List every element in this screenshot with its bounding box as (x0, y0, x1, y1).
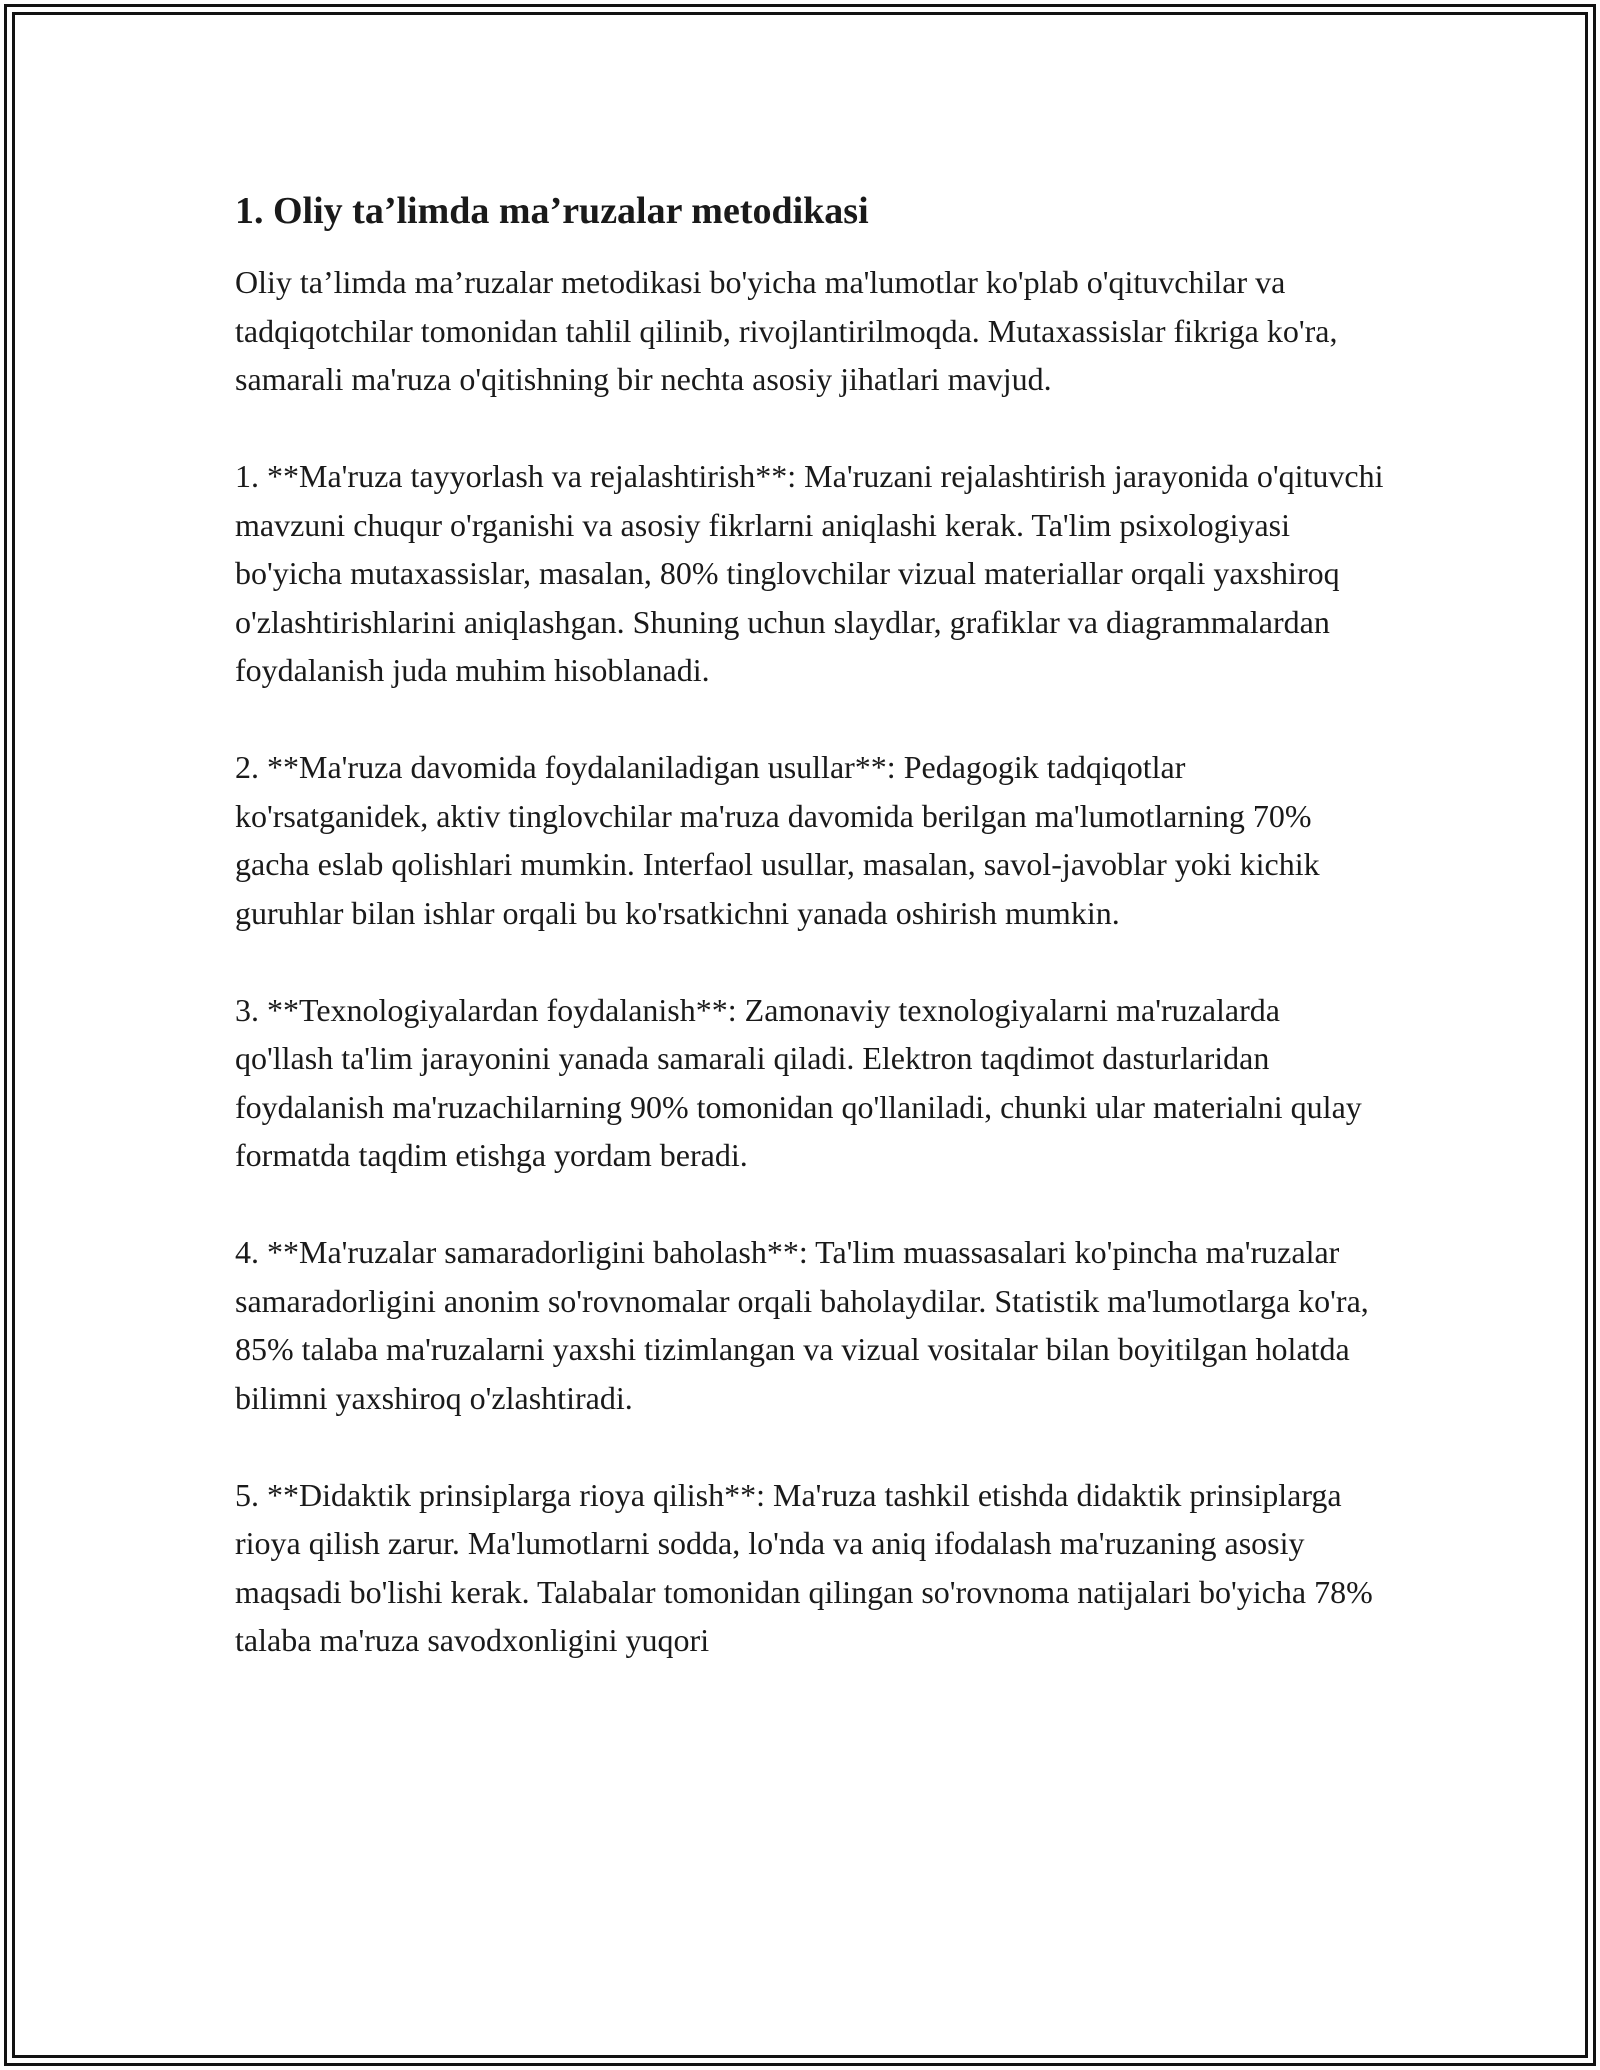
paragraph-item-5: 5. **Didaktik prinsiplarga rioya qilish**: Ma'ruza tashkil etishda didaktik prinsiplarga rioya qilish zarur. Ma'lumotlarni sodda, lo'nda va aniq ifodalash ma'ruzaning asosiy maqsadi bo'lishi kerak. Talabalar tomonidan qilingan so'rovnoma natijalari bo'yicha 78% talaba ma'ruza savodxonligini yuqori (235, 1476, 1373, 1658)
paragraph-item-2: 2. **Ma'ruza davomida foydalaniladigan usullar**: Pedagogik tadqiqotlar ko'rsatganidek, aktiv tinglovchilar ma'ruza davomida berilgan ma'lumotlarning 70% gacha eslab qolishlari mumkin. Interfaol usullar, masalan, savol-javoblar yoki kichik guruhlar bilan ishlar orqali bu ko'rsatkichni yanada oshirish mumkin. (235, 749, 1320, 931)
paragraph-item-1: 1. **Ma'ruza tayyorlash va rejalashtirish**: Ma'ruzani rejalashtirish jarayonida o'qituvchi mavzuni chuqur o'rganishi va asosiy fikrlarni aniqlashi kerak. Ta'lim psixologiyasi bo'yicha mutaxassislar, masalan, 80% tinglovchilar vizual materiallar orqali yaxshiroq o'zlashtirishlarini aniqlashgan. Shuning uchun slaydlar, grafiklar va diagrammalardan foydalanish juda muhim hisoblanadi. (235, 458, 1384, 688)
paragraph-intro: Oliy ta’limda ma’ruzalar metodikasi bo'yicha ma'lumotlar ko'plab o'qituvchilar va tadqiqotchilar tomonidan tahlil qilinib, rivojlantirilmoqda. Mutaxassislar fikriga ko'ra, samarali ma'ruza o'qitishning bir nechta asosiy jihatlari mavjud. (235, 264, 1338, 397)
paragraph-item-3: 3. **Texnologiyalardan foydalanish**: Zamonaviy texnologiyalarni ma'ruzalarda qo'llash ta'lim jarayonini yanada samarali qiladi. Elektron taqdimot dasturlaridan foydalanish ma'ruzachilarning 90% tomonidan qo'llaniladi, chunki ular materialni qulay formatda taqdim etishga yordam beradi. (235, 991, 1362, 1173)
document-body (235, 186, 1385, 1665)
section-title: 1. Oliy ta’limda ma’ruzalar metodikasi (235, 190, 869, 232)
paragraph-item-4: 4. **Ma'ruzalar samaradorligini baholash**: Ta'lim muassasalari ko'pincha ma'ruzalar samaradorligini anonim so'rovnomalar orqali baholaydilar. Statistik ma'lumotlarga ko'ra, 85% talaba ma'ruzalarni yaxshi tizimlangan va vizual vositalar bilan boyitilgan holatda bilimni yaxshiroq o'zlashtiradi. (235, 1234, 1369, 1416)
